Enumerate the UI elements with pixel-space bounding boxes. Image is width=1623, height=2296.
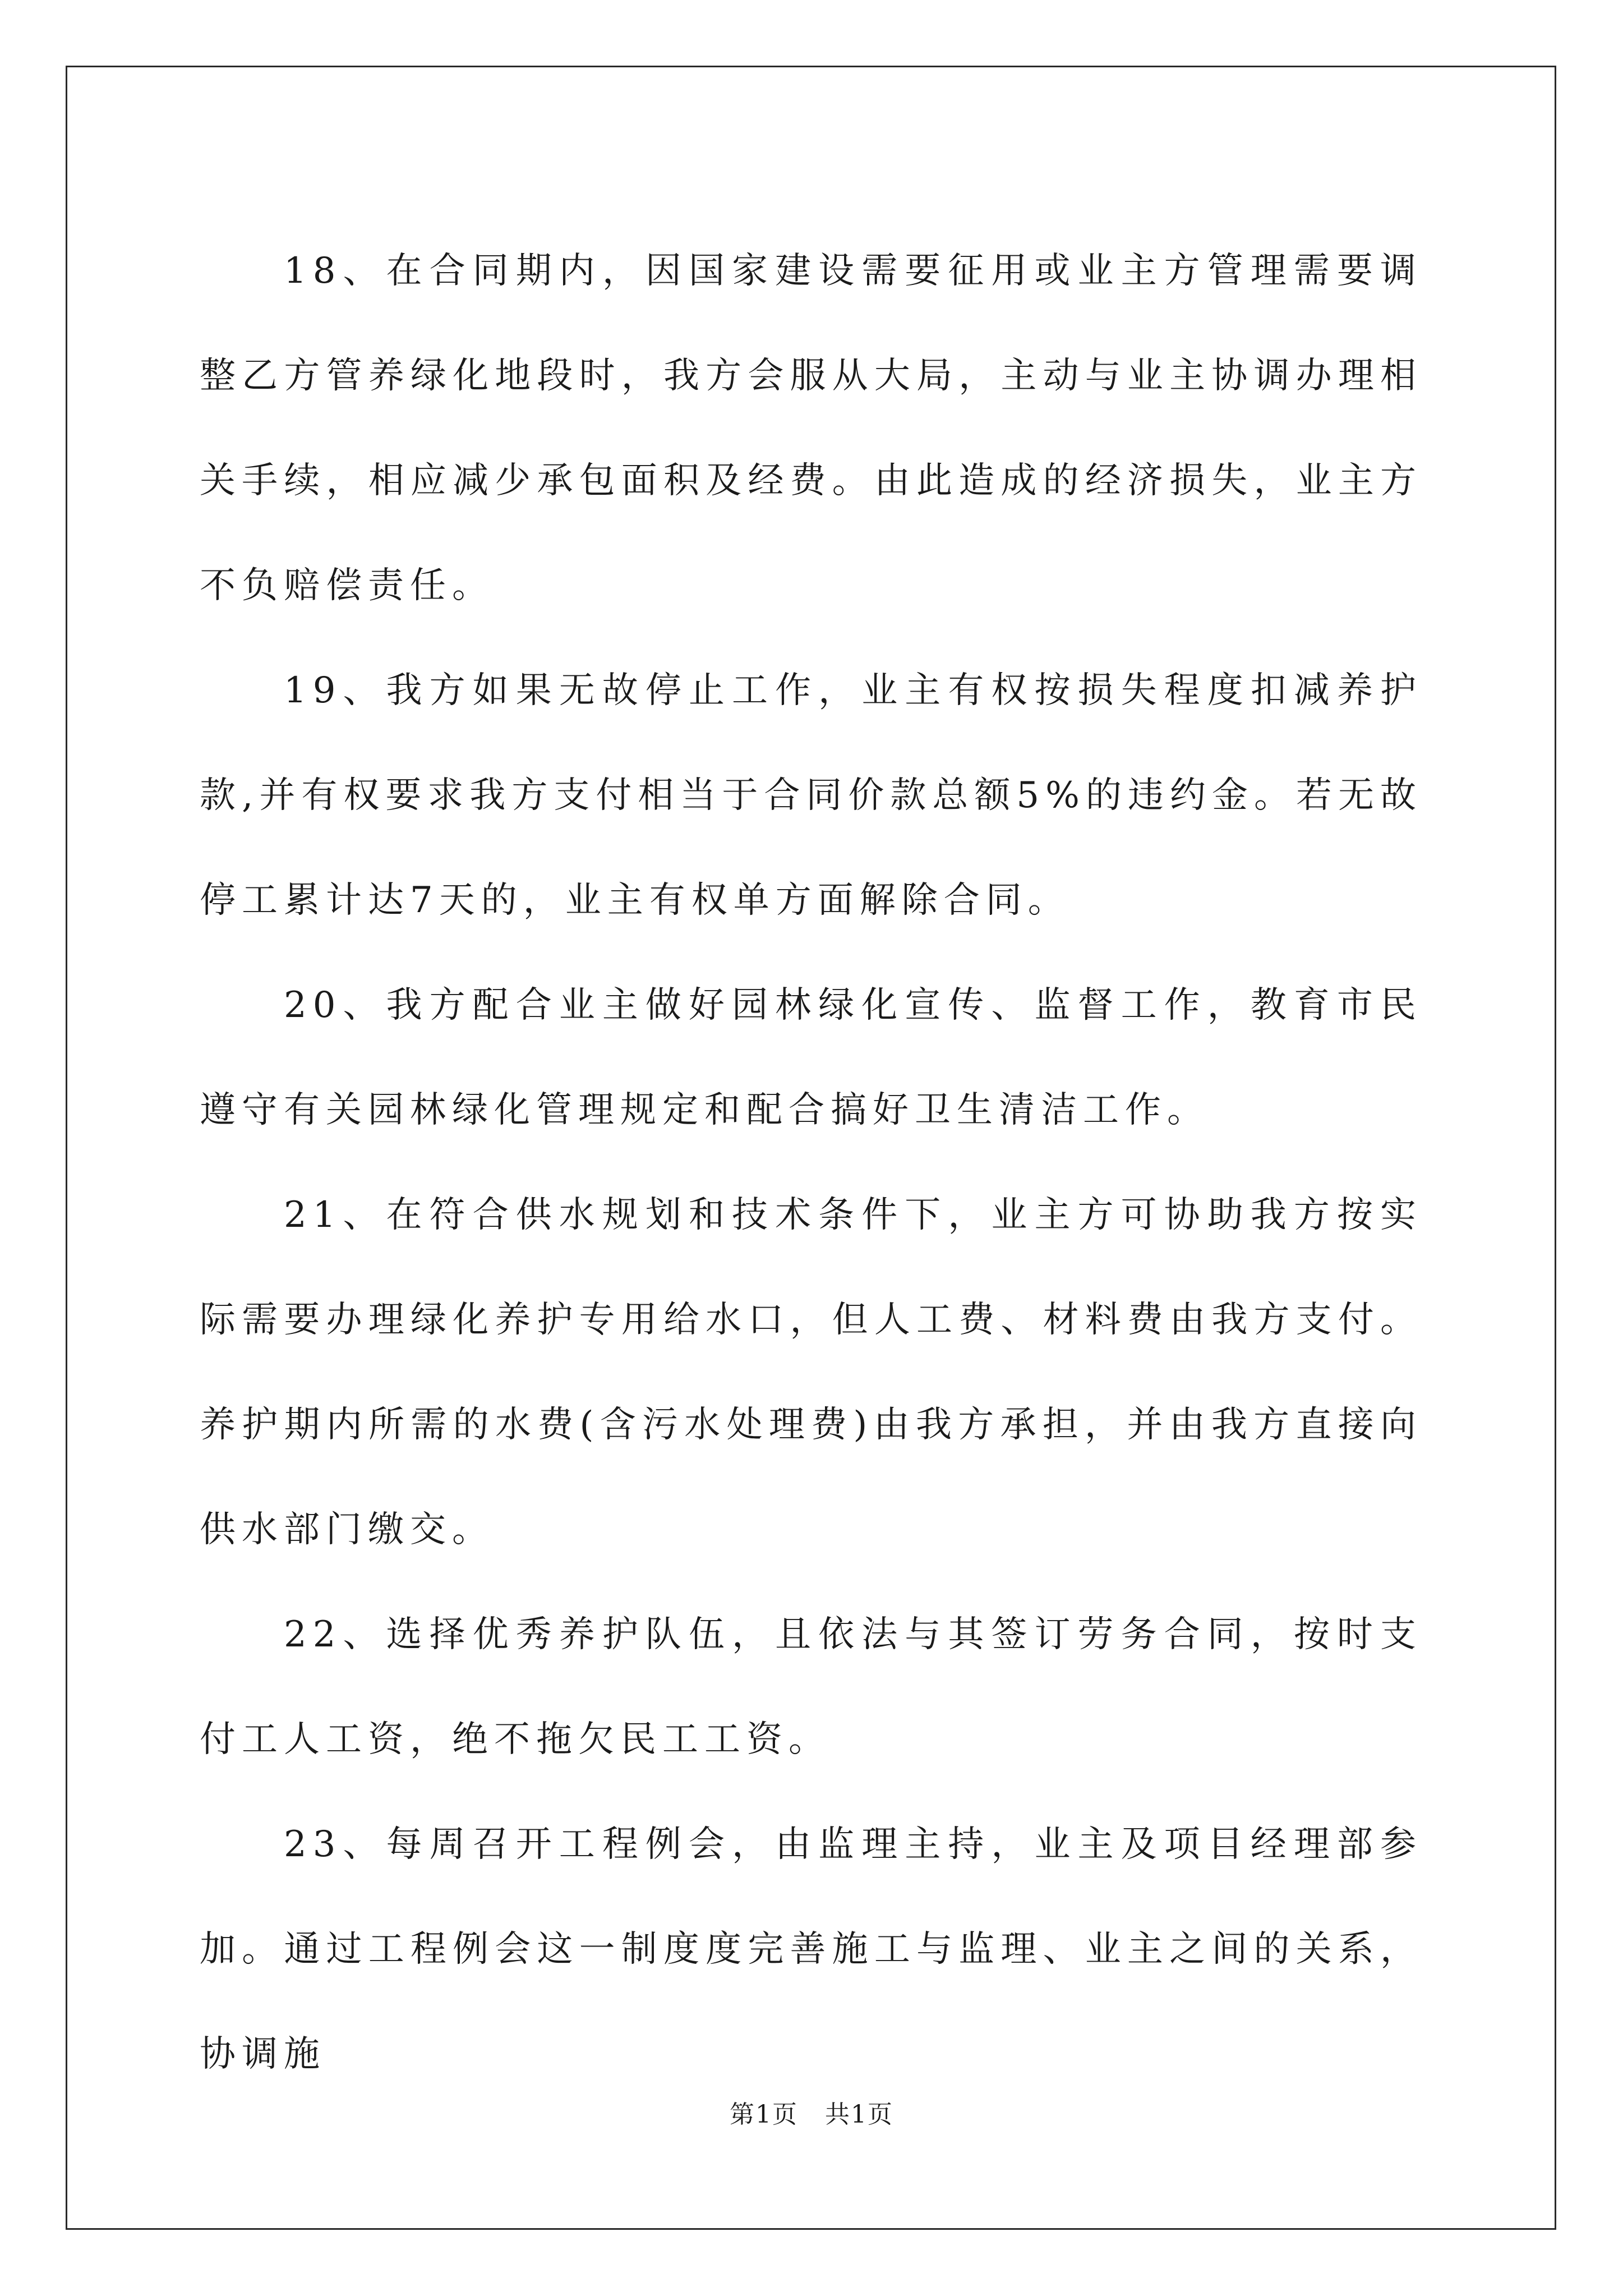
paragraph-20: 20、我方配合业主做好园林绿化宣传、监督工作，教育市民遵守有关园林绿化管理规定和配合搞好卫生清洁工作。 [200,984,1422,1131]
page-total: 共1页 [825,2100,893,2129]
paragraph-19: 19、我方如果无故停止工作，业主有权按损失程度扣减养护款,并有权要求我方支付相当于合同价款总额5%的违约金。若无故停工累计达7天的，业主有权单方面解除合同。 [200,670,1422,921]
paragraph-22: 22、选择优秀养护队伍，且依法与其签订劳务合同，按时支付工人工资，绝不拖欠民工工资。 [200,1614,1422,1760]
document-body [200,219,1422,2107]
paragraph-21: 21、在符合供水规划和技术条件下，业主方可协助我方按实际需要办理绿化养护专用给水口，但人工费、材料费由我方支付。养护期内所需的水费(含污水处理费)由我方承担，并由我方直接向供水部门缴交。 [200,1194,1422,1550]
page-footer [0,2098,1623,2132]
page-number: 第1页 [730,2100,798,2129]
paragraph-23: 23、每周召开工程例会，由监理主持，业主及项目经理部参加。通过工程例会这一制度度完善施工与监理、业主之间的关系，协调施 [200,1824,1422,2075]
paragraph-18: 18、在合同期内，因国家建设需要征用或业主方管理需要调整乙方管养绿化地段时，我方会服从大局，主动与业主协调办理相关手续，相应减少承包面积及经费。由此造成的经济损失，业主方不负赔偿责任。 [200,250,1422,606]
